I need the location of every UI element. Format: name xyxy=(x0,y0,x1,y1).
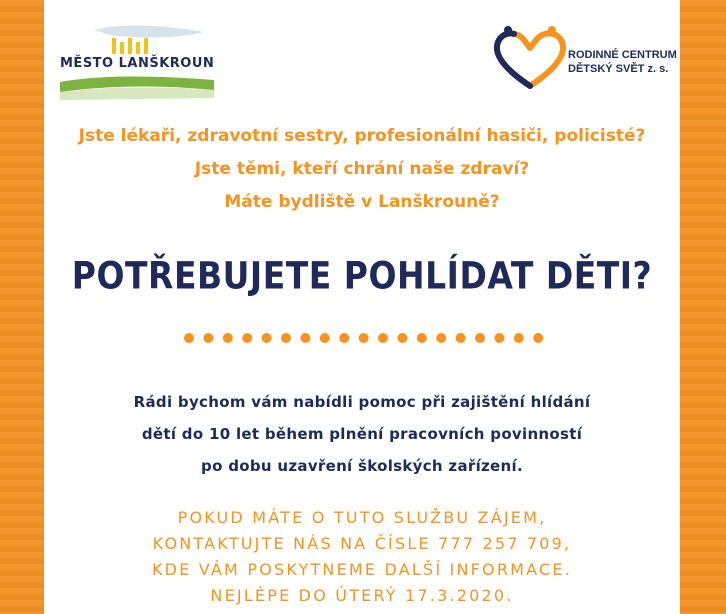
body-line-1: Rádi bychom vám nabídli pomoc při zajištění hlídání xyxy=(133,393,591,411)
question-1: Jste lékaři, zdravotní sestry, profesionální hasiči, policisté? xyxy=(78,126,646,146)
divider-dot xyxy=(203,333,213,343)
centre-logo-line1: RODINNÉ CENTRUM xyxy=(568,49,677,61)
divider-dot xyxy=(281,333,291,343)
city-logo-text: MĚSTO LANŠKROUN xyxy=(60,56,215,71)
divider-dot xyxy=(456,333,466,343)
question-3: Máte bydliště v Lanškrouně? xyxy=(224,192,500,212)
divider-dot xyxy=(494,333,504,343)
divider-dot xyxy=(300,333,310,343)
divider-dot xyxy=(397,333,407,343)
divider-dot xyxy=(184,333,194,343)
divider-dot xyxy=(436,333,446,343)
divider-dot xyxy=(378,333,388,343)
divider-dot xyxy=(262,333,272,343)
divider-dot xyxy=(514,333,524,343)
body-line-3: po dobu uzavření školských zařízení. xyxy=(201,457,523,475)
question-2: Jste těmi, kteří chrání naše zdraví? xyxy=(194,159,530,179)
divider-dot xyxy=(223,333,233,343)
cta-line-2: KONTAKTUJTE NÁS NA ČÍSLE 777 257 709, xyxy=(152,534,572,553)
cta-line-4: NEJLÉPE DO ÚTERÝ 17.3.2020. xyxy=(210,586,514,605)
heart-people-icon xyxy=(490,22,570,92)
cta-line-3: KDE VÁM POSKYTNEME DALŠÍ INFORMACE. xyxy=(151,560,572,579)
divider-dot xyxy=(320,333,330,343)
cta-line-1: POKUD MÁTE O TUTO SLUŽBU ZÁJEM, xyxy=(177,508,547,527)
divider-dot xyxy=(417,333,427,343)
divider-dot xyxy=(339,333,349,343)
divider-dot xyxy=(475,333,485,343)
flyer-card xyxy=(44,0,680,614)
divider-dot xyxy=(242,333,252,343)
dotted-divider xyxy=(44,331,680,345)
headline: POTŘEBUJETE POHLÍDAT DĚTI? xyxy=(71,253,653,298)
orange-border-left xyxy=(0,0,44,614)
orange-border-right xyxy=(680,0,726,614)
divider-dot xyxy=(359,333,369,343)
centre-logo-text xyxy=(568,48,677,76)
body-line-2: dětí do 10 let během plnění pracovních povinností xyxy=(141,425,583,443)
centre-logo-line2: DĚTSKÝ SVĚT z. s. xyxy=(568,63,669,75)
divider-dot xyxy=(533,333,543,343)
